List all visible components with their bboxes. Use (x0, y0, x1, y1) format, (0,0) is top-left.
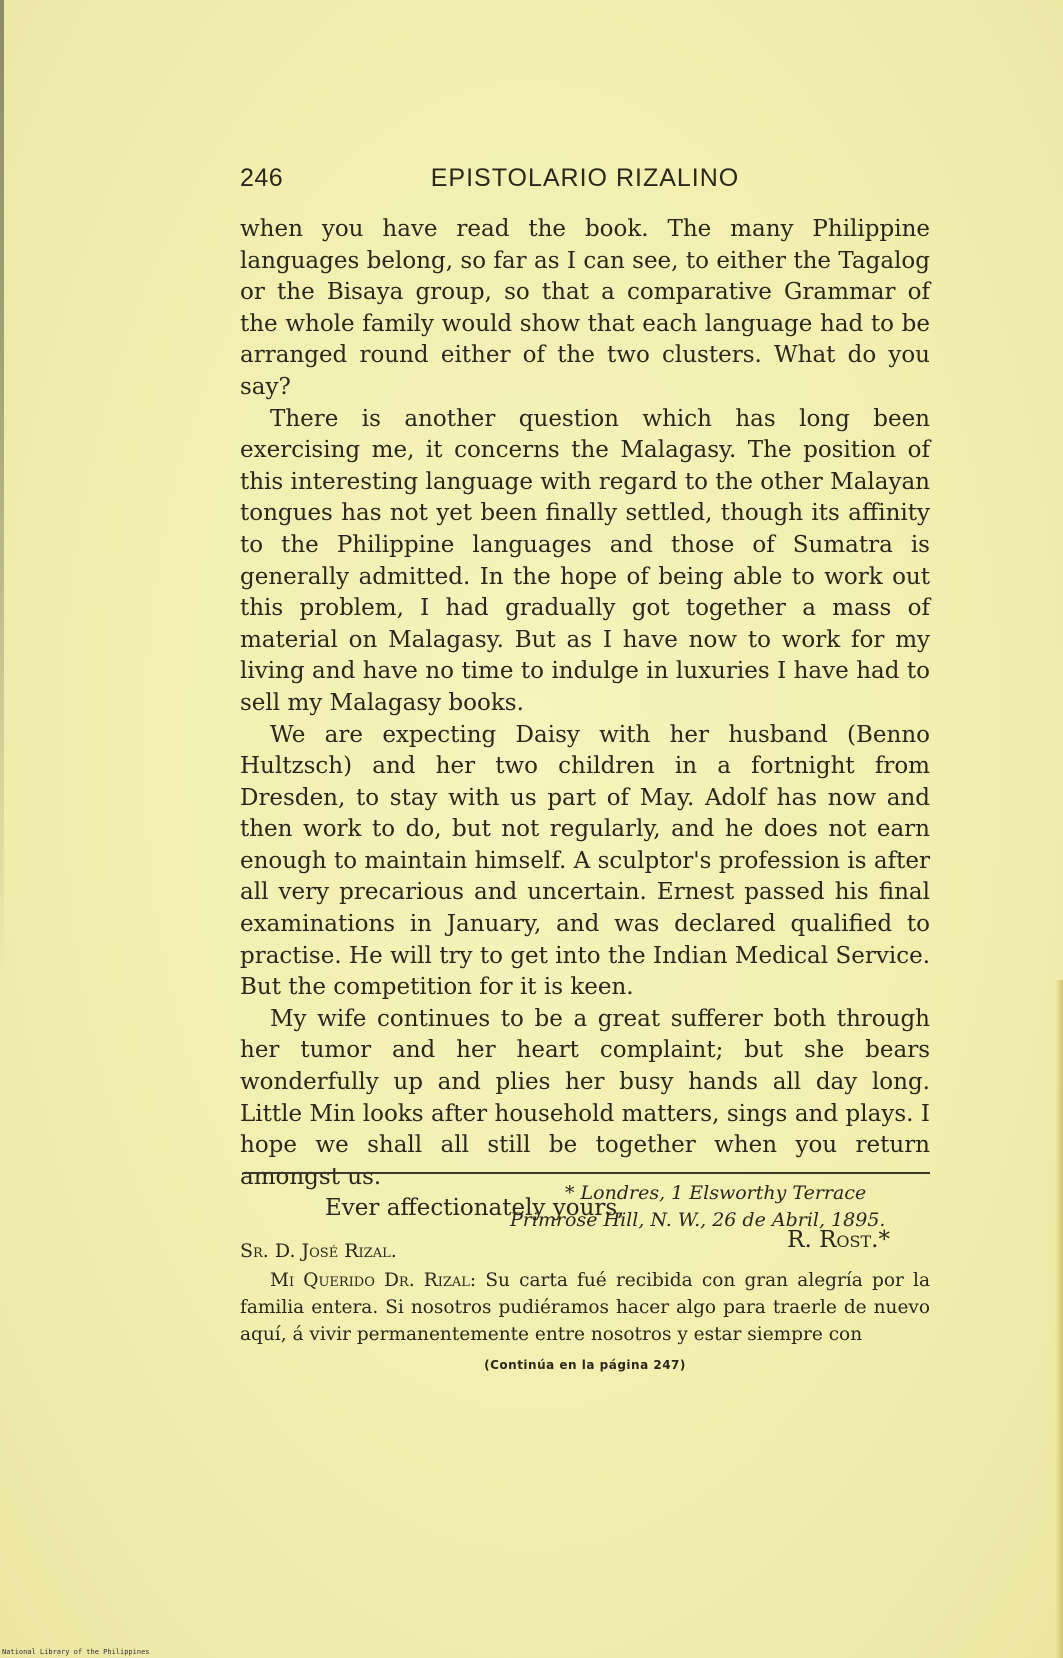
paragraph: My wife continues to be a great sufferer both through her tumor and her heart complaint; but she bears wonderfully up and plies her busy hands all day long. Little Min looks after household matters, sings and plays. I hope we shall all still be together when you return amongst us. (240, 1005, 930, 1190)
footnote-paragraph (240, 1267, 930, 1348)
letter-closing: Ever affectionately yours, (325, 1195, 625, 1222)
footnote-text: Su carta fué recibida con gran alegría por la familia entera. Si nosotros pudiéramos hacer algo para traerle de nuevo aquí, á vivir permanentemente entre nosotros y estar siempre con (240, 1270, 930, 1345)
paragraph: when you have read the book. The many Philippine languages belong, so far as I can see, to either the Tagalog or the Bisaya group, so that a comparative Grammar of the whole family would show that each language had to be arranged round either of the two clusters. What do you say? (240, 216, 930, 400)
footnote-divider (243, 1172, 930, 1174)
page-number: 246 (240, 164, 284, 192)
page-edge-stain (1055, 980, 1063, 1658)
footnote-addressee: Sr. D. José Rizal. (240, 1240, 397, 1262)
letter-signature: R. Rost.* (787, 1227, 890, 1253)
footnote-salutation: Mi Querido Dr. Rizal: (270, 1270, 477, 1291)
footnote-address-line: * Londres, 1 Elsworthy Terrace (565, 1182, 867, 1204)
library-credit: National Library of the Philippines (2, 1648, 150, 1656)
page-edge-shadow (0, 0, 4, 980)
footnote-section (240, 1180, 930, 1379)
letter-body (240, 214, 930, 1257)
page-title: EPISTOLARIO RIZALINO (430, 164, 740, 192)
paragraph: We are expecting Daisy with her husband (Benno Hultzsch) and her two children in a fortnight from Dresden, to stay with us part of May. Adolf has now and then work to do, but not regularly, and he does not earn enough to maintain himself. A sculptor's profession is after all very precarious and uncertain. Ernest passed his final examinations in January, and was declared qualified to practise. He will try to get into the Indian Medical Service. But the competition for it is keen. (240, 721, 930, 1001)
footnote-date-line: Primrose Hill, N. W., 26 de Abril, 1895. (510, 1209, 886, 1231)
running-head (240, 164, 930, 204)
continued-notice: (Continúa en la página 247) (484, 1358, 686, 1372)
paragraph: There is another question which has long been exercising me, it concerns the Malagasy. The position of this interesting language with regard to the other Malayan tongues has not yet been finally settled, though its affinity to the Philippine languages and those of Sumatra is generally admitted. In the hope of being able to work out this problem, I had gradually got together a mass of material on Malagasy. But as I have now to work for my living and have no time to indulge in luxuries I have had to sell my Malagasy books. (240, 405, 930, 716)
